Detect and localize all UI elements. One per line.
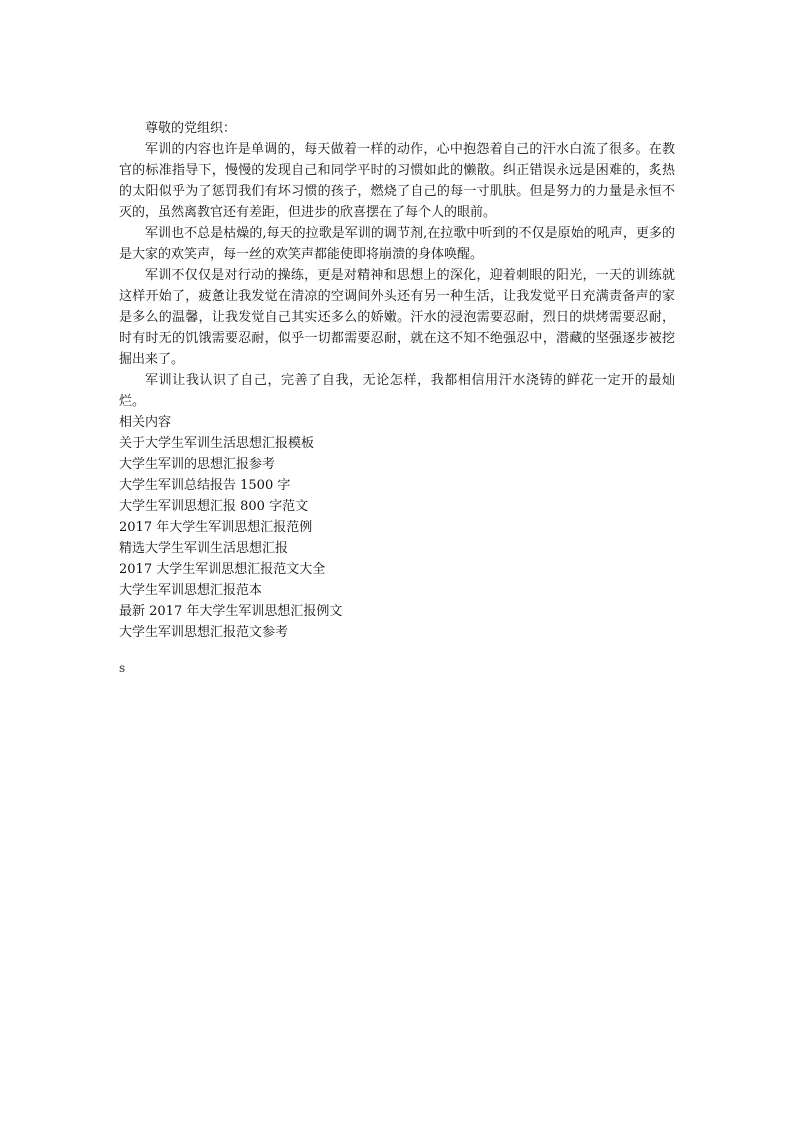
paragraph-2: 军训也不总是枯燥的,每天的拉歌是军训的调节剂,在拉歌中听到的不仅是原始的吼声，更多的是大家的欢笑声，每一丝的欢笑声都能使即将崩溃的身体唤醒。 <box>119 226 675 262</box>
paragraph-1: 军训的内容也许是单调的，每天做着一样的动作，心中抱怨着自己的汗水白流了很多。在教官的标准指导下，慢慢的发现自己和同学平时的习惯如此的懒散。纠正错误永远是困难的，炙热的太阳似乎为了惩罚我们有坏习惯的孩子，燃烧了自己的每一寸肌肤。但是努力的力量是永恒不灭的，虽然离教官还有差距，但进步的欣喜摆在了每个人的眼前。 <box>119 142 675 220</box>
paragraph-3: 军训不仅仅是对行动的操练，更是对精神和思想上的深化，迎着刺眼的阳光，一天的训练就这样开始了，疲惫让我发觉在清凉的空调间外头还有另一种生活，让我发觉平日充满责备声的家是多么的温馨，让我发觉自己其实还多么的娇嫩。汗水的浸泡需要忍耐，烈日的烘烤需要忍耐，时有时无的饥饿需要忍耐，似乎一切都需要忍耐，就在这不知不绝强忍中，潜藏的坚强逐步被挖掘出来了。 <box>119 268 675 367</box>
related-link-8[interactable]: 大学生军训思想汇报范本 <box>119 583 263 598</box>
related-link-9[interactable]: 最新 2017 年大学生军训思想汇报例文 <box>119 604 343 619</box>
related-link-3[interactable]: 大学生军训总结报告 1500 字 <box>119 478 291 493</box>
related-link-1[interactable]: 关于大学生军训生活思想汇报模板 <box>119 436 315 451</box>
related-link-5[interactable]: 2017 年大学生军训思想汇报范例 <box>119 520 313 535</box>
related-content-heading: 相关内容 <box>119 415 172 430</box>
paragraph-4: 军训让我认识了自己，完善了自我，无论怎样，我都相信用汗水浇铸的鲜花一定开的最灿烂。 <box>119 373 675 409</box>
footer-mark: s <box>119 661 126 675</box>
document-body <box>119 118 675 643</box>
related-links-list <box>119 433 675 643</box>
related-link-7[interactable]: 2017 大学生军训思想汇报范文大全 <box>119 562 326 577</box>
related-link-10[interactable]: 大学生军训思想汇报范文参考 <box>119 625 289 640</box>
salutation: 尊敬的党组织： <box>145 121 237 136</box>
related-link-4[interactable]: 大学生军训思想汇报 800 字范文 <box>119 499 309 514</box>
related-link-2[interactable]: 大学生军训的思想汇报参考 <box>119 457 276 472</box>
related-link-6[interactable]: 精选大学生军训生活思想汇报 <box>119 541 289 556</box>
